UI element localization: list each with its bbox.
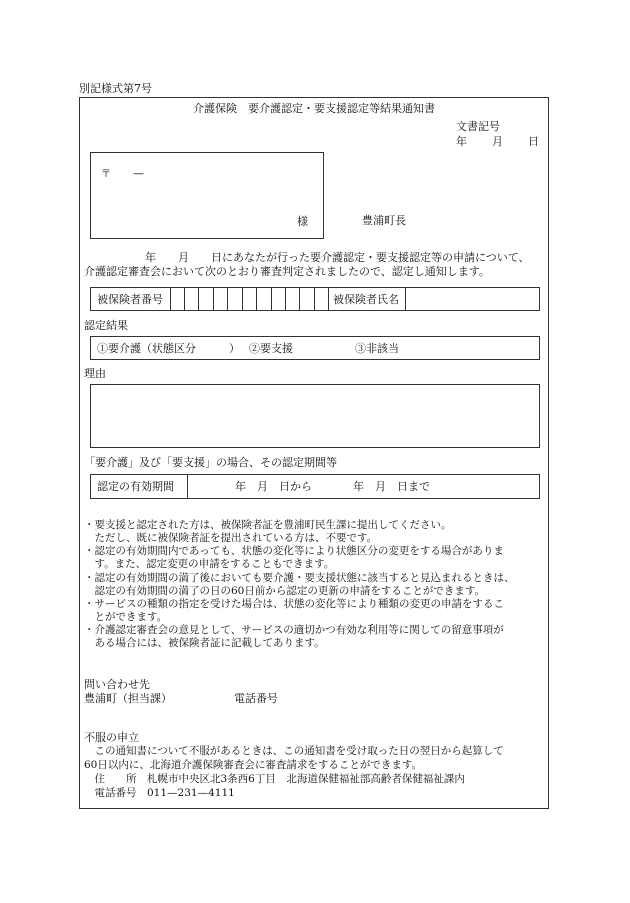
address-box [90,152,324,239]
option-care-needed: ①要介護（状態区分 ） [97,342,240,355]
period-heading: 「要介護」及び「要支援」の場合、その認定期間等 [84,456,337,469]
option-support-needed: ②要支援 [249,342,293,355]
contact-heading: 問い合わせ先 [84,678,150,691]
notice-title: 介護保険 要介護認定・要支援認定等結果通知書 [193,102,435,115]
insured-number-label: 被保険者番号 [97,293,163,306]
note-line: ただし、既に被保険者証を提出されている方は、不要です。 [84,532,378,545]
insured-name-label: 被保険者氏名 [333,293,399,306]
day-label: 日 [528,135,539,148]
contact-phone-label: 電話番号 [234,692,278,705]
appeal-line-2: 60日以内に、北海道介護保険審査会に審査請求をすることができます。 [84,759,423,771]
year-label: 年 [456,135,467,148]
postal-dash: — [133,167,144,180]
issue-date [456,135,540,149]
issuer-name: 豊浦町長 [362,214,406,227]
doc-number-label: 文書記号 [456,120,500,133]
period-from: 年 月 日から [235,480,312,493]
note-line: ある場合には、被保険者証に記載してあります。 [84,637,325,650]
result-box [90,336,540,360]
notice-frame [79,97,549,809]
note-line: ・認定の有効期間内であっても、状態の変化等により状態区分の変更をする場合がありま [84,545,504,558]
notes-list [84,519,548,650]
intro-line-2: 介護認定審査会において次のとおり審査判定されましたので、認定し通知します。 [84,265,490,278]
reason-box [90,384,540,448]
month-label: 月 [492,135,503,148]
note-line: ・介護認定審査会の意見として、サービスの適切かつ有効な利用等に関しての留意事項が [84,624,504,636]
reason-heading: 理由 [84,367,106,380]
note-line: す。また、認定変更の申請をすることもできます。 [84,558,335,571]
form-label: 別記様式第7号 [79,82,152,95]
contact-dept: 豊浦町（担当課） [84,692,172,705]
postal-mark: 〒 [101,169,111,180]
appeal-phone: 電話番号 011—231—4111 [84,787,235,799]
intro-line-1: 年 月 日にあなたが行った要介護認定・要支援認定等の申請について、 [145,251,530,264]
note-line: ・認定の有効期間の満了後においても要介護・要支援状態に該当すると見込まれるときは、 [84,571,515,584]
note-line: ・サービスの種類の指定を受けた場合は、状態の変化等により種類の変更の申請をするこ [84,597,504,610]
note-line: ・要支援と認定された方は、被保険者証を豊浦町民生課に提出してください。 [84,519,452,531]
period-to: 年 月 日まで [353,480,430,493]
appeal-line-1: この通知書について不服があるときは、この通知書を受け取った日の翌日から起算して [84,745,504,757]
honorific-sama: 様 [297,215,308,228]
option-not-applicable: ③非該当 [355,342,399,355]
result-heading: 認定結果 [84,319,128,332]
appeal-address: 住 所 札幌市中央区北3条西6丁目 北海道保健福祉部高齢者保健福祉課内 [84,773,465,785]
period-label: 認定の有効期間 [97,480,174,493]
note-line: とができます。 [84,610,168,623]
period-box [90,474,540,499]
note-line: 認定の有効期間の満了の日の60日前から認定の更新の申請をすることができます。 [84,584,486,597]
appeal-heading: 不服の申立 [84,731,139,744]
insured-row [90,287,540,311]
